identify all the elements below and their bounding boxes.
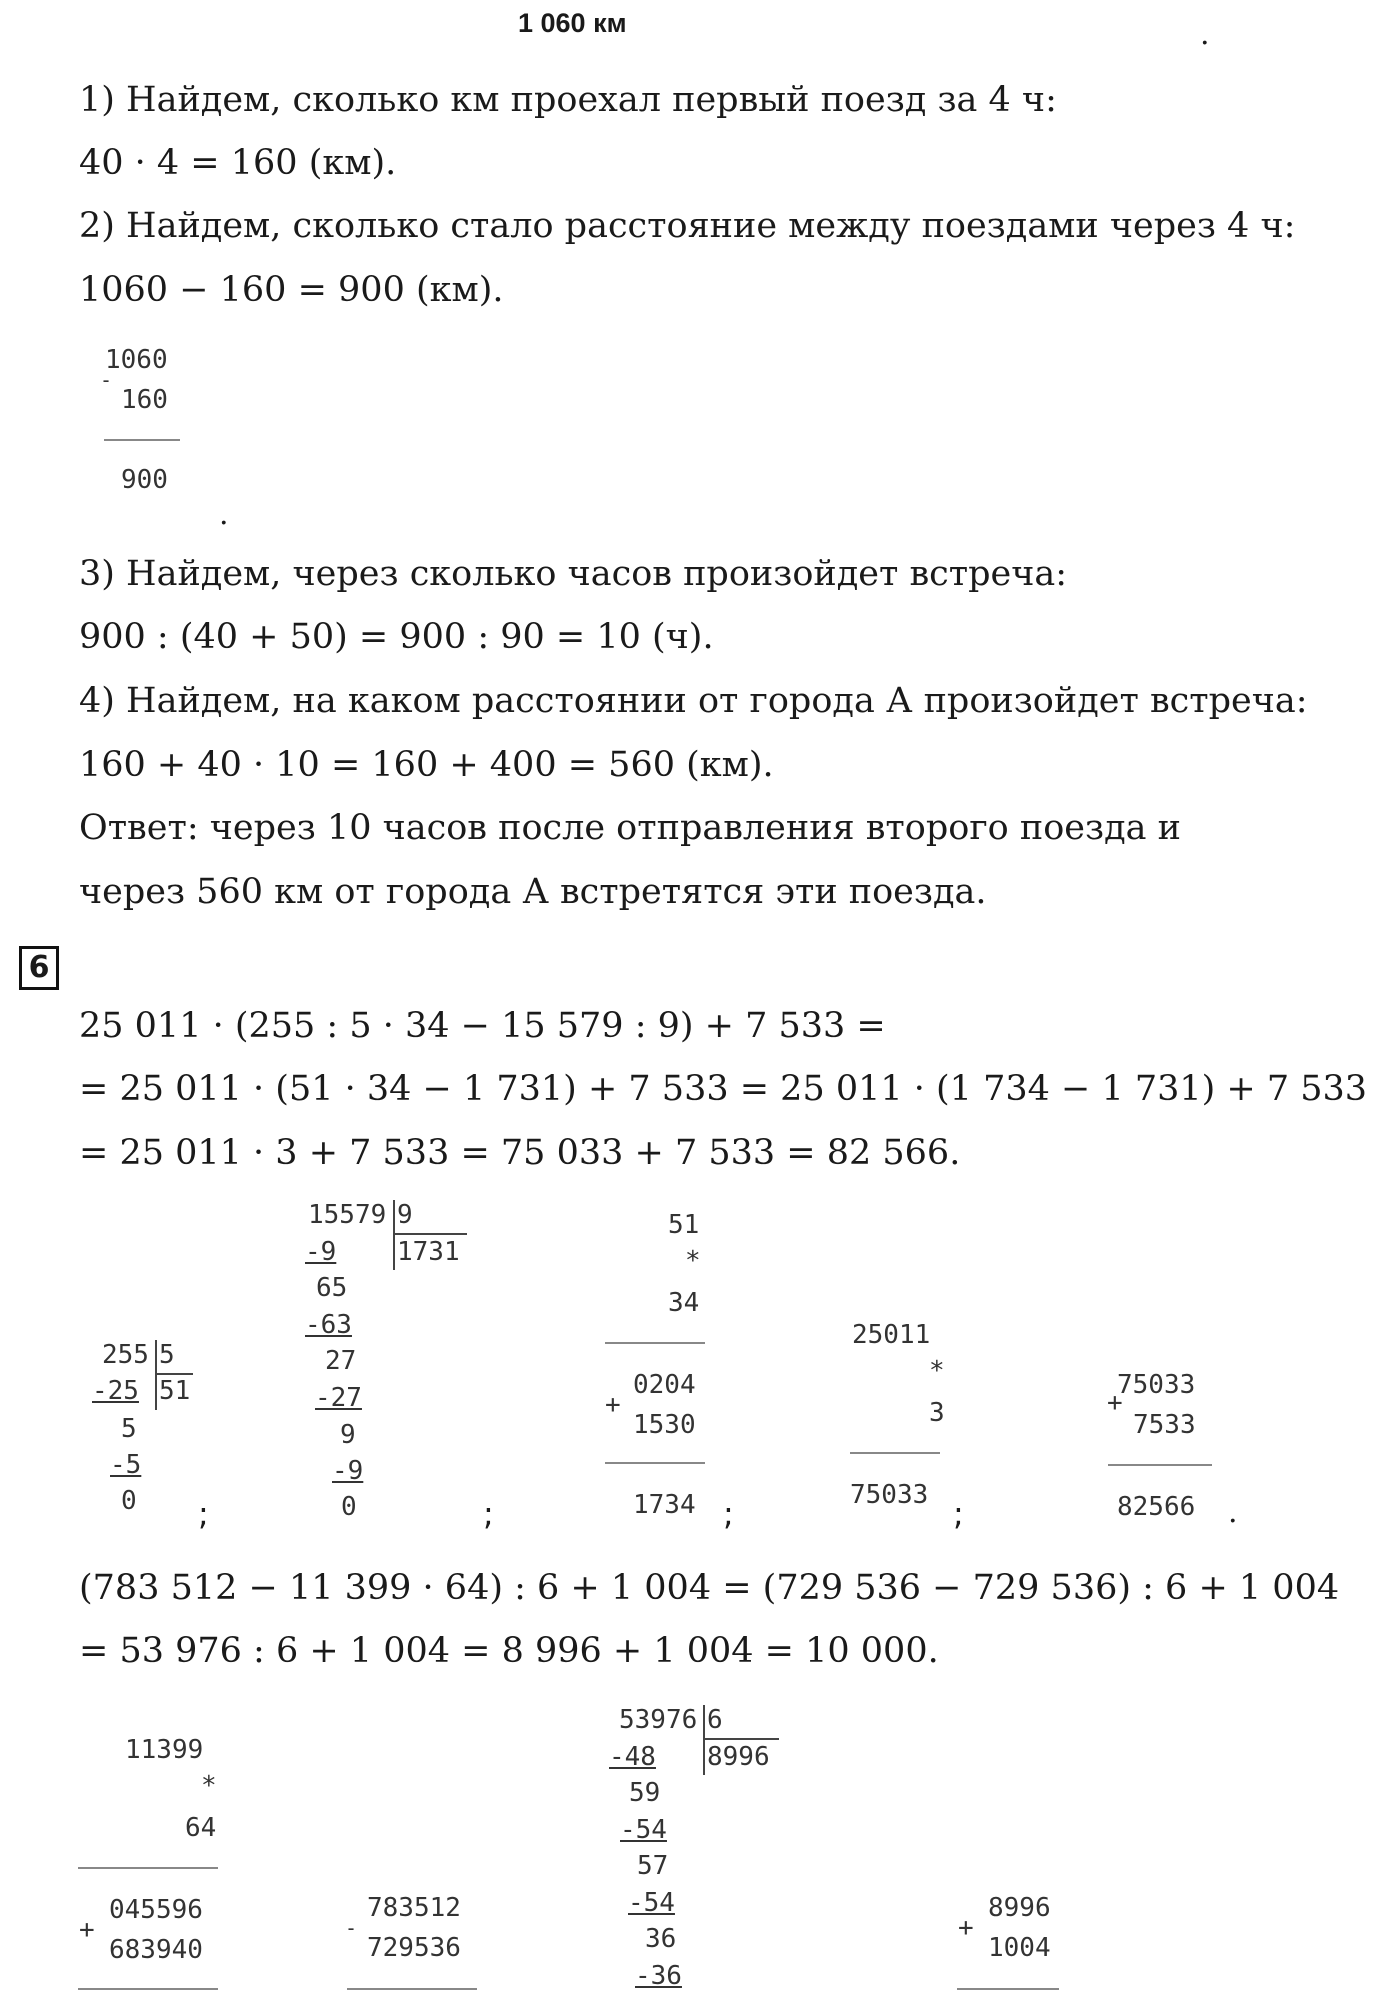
- step-1-calc: 40 · 4 = 160 (км).: [79, 143, 397, 183]
- minus-sign: -: [345, 1916, 358, 1940]
- division-step: -63: [305, 1310, 352, 1340]
- multiplicand: 11399: [125, 1735, 204, 1765]
- task-number-box: 6: [19, 946, 59, 990]
- division-step: 9: [340, 1420, 356, 1450]
- subtrahend: 729536: [367, 1933, 461, 1963]
- column-multiplication-25011-by-3: [850, 1320, 970, 1520]
- semicolon: ;: [723, 1495, 734, 1533]
- semicolon: ;: [953, 1495, 964, 1533]
- product: 1734: [633, 1490, 696, 1520]
- division-step: 0: [341, 1492, 357, 1522]
- division-step: -27: [315, 1383, 362, 1413]
- difference: 900: [121, 465, 168, 495]
- quotient: 1731: [397, 1237, 460, 1267]
- dividend: 255: [102, 1340, 149, 1370]
- division-step: 36: [645, 1924, 677, 1954]
- column-subtraction-1060: [100, 345, 200, 505]
- division-step: 5: [121, 1414, 137, 1444]
- dividend: 53976: [619, 1705, 698, 1735]
- column-multiplication-11399-by-64: [76, 1735, 226, 2000]
- addend: 75033: [1117, 1370, 1196, 1400]
- division-step: 27: [325, 1346, 357, 1376]
- division-step: -48: [609, 1742, 656, 1772]
- expression-1-line-1: 25 011 · (255 : 5 · 34 − 15 579 : 9) + 7 533 =: [79, 1006, 886, 1046]
- minuend: 1060: [105, 345, 168, 375]
- division-step: -9: [332, 1456, 364, 1486]
- product: 75033: [850, 1480, 929, 1510]
- expression-1-line-2: = 25 011 · (51 · 34 − 1 731) + 7 533 = 25 011 · (1 734 − 1 731) + 7 533: [79, 1069, 1368, 1109]
- division-step: 65: [316, 1273, 348, 1303]
- column-addition-75033: [1105, 1370, 1225, 1530]
- semicolon: ;: [483, 1495, 494, 1533]
- answer-line-2: через 560 км от города А встретятся эти поезда.: [79, 872, 987, 912]
- column-addition-8996: [955, 1893, 1085, 2000]
- division-step: 0: [121, 1486, 137, 1516]
- division-step: -36: [635, 1961, 682, 1991]
- divisor: 6: [707, 1705, 723, 1735]
- expression-2-line-1: (783 512 − 11 399 · 64) : 6 + 1 004 = (729 536 − 729 536) : 6 + 1 004: [79, 1568, 1340, 1608]
- column-multiplication-51-by-34: [600, 1210, 720, 1530]
- multiplier: 34: [668, 1288, 700, 1318]
- addend: 8996: [988, 1893, 1051, 1923]
- times-sign: *: [685, 1246, 701, 1276]
- times-sign: *: [201, 1771, 217, 1801]
- division-step: 59: [629, 1778, 661, 1808]
- expression-1-line-3: = 25 011 · 3 + 7 533 = 75 033 + 7 533 = 82 566.: [79, 1133, 961, 1173]
- period-after-addition: .: [1228, 1495, 1238, 1530]
- answer-line-1: Ответ: через 10 часов после отправления второго поезда и: [79, 808, 1181, 848]
- division-step: 57: [637, 1851, 669, 1881]
- stray-dot: .: [1200, 17, 1210, 52]
- multiplicand: 51: [668, 1210, 700, 1240]
- step-3-calc: 900 : (40 + 50) = 900 : 90 = 10 (ч).: [79, 617, 714, 657]
- partial-product: 1530: [633, 1410, 696, 1440]
- addend: 7533: [1133, 1410, 1196, 1440]
- multiplier: 64: [185, 1813, 217, 1843]
- plus-sign: +: [605, 1390, 621, 1420]
- step-2-calc: 1060 − 160 = 900 (км).: [79, 270, 504, 310]
- long-division-53976-by-6: [607, 1705, 787, 2000]
- period-after-subtraction: .: [219, 497, 229, 532]
- dividend: 15579: [308, 1200, 387, 1230]
- quotient: 51: [159, 1376, 191, 1406]
- division-step: -54: [628, 1888, 675, 1918]
- subtrahend: 160: [121, 385, 168, 415]
- division-step: -54: [620, 1815, 667, 1845]
- quotient: 8996: [707, 1742, 770, 1772]
- multiplier: 3: [929, 1398, 945, 1428]
- semicolon: ;: [198, 1495, 209, 1533]
- plus-sign: +: [79, 1915, 95, 1945]
- multiplicand: 25011: [852, 1320, 931, 1350]
- partial-product: 045596: [109, 1895, 203, 1925]
- page-header-title: 1 060 км: [518, 8, 627, 38]
- step-4-calc: 160 + 40 · 10 = 160 + 400 = 560 (км).: [79, 745, 774, 785]
- times-sign: *: [929, 1356, 945, 1386]
- partial-product: 0204: [633, 1370, 696, 1400]
- partial-product: 683940: [109, 1935, 203, 1965]
- divisor: 9: [397, 1200, 413, 1230]
- expression-2-line-2: = 53 976 : 6 + 1 004 = 8 996 + 1 004 = 10 000.: [79, 1631, 939, 1671]
- division-step: -5: [110, 1450, 142, 1480]
- plus-sign: +: [958, 1913, 974, 1943]
- long-division-255-by-5: [92, 1340, 212, 1530]
- step-2-text: 2) Найдем, сколько стало расстояние между поездами через 4 ч:: [79, 206, 1296, 246]
- minuend: 783512: [367, 1893, 461, 1923]
- division-step: -25: [92, 1376, 139, 1406]
- sum: 82566: [1117, 1492, 1196, 1522]
- minus-sign: -: [100, 368, 113, 392]
- long-division-15579-by-9: [305, 1200, 485, 1530]
- plus-sign: +: [1107, 1388, 1123, 1418]
- division-step: -9: [305, 1237, 337, 1267]
- addend: 1004: [988, 1933, 1051, 1963]
- divisor: 5: [159, 1340, 175, 1370]
- step-3-text: 3) Найдем, через сколько часов произойдет встреча:: [79, 554, 1068, 594]
- step-4-text: 4) Найдем, на каком расстоянии от города А произойдет встреча:: [79, 681, 1308, 721]
- column-subtraction-783512: [345, 1893, 495, 2000]
- step-1-text: 1) Найдем, сколько км проехал первый поезд за 4 ч:: [79, 80, 1057, 120]
